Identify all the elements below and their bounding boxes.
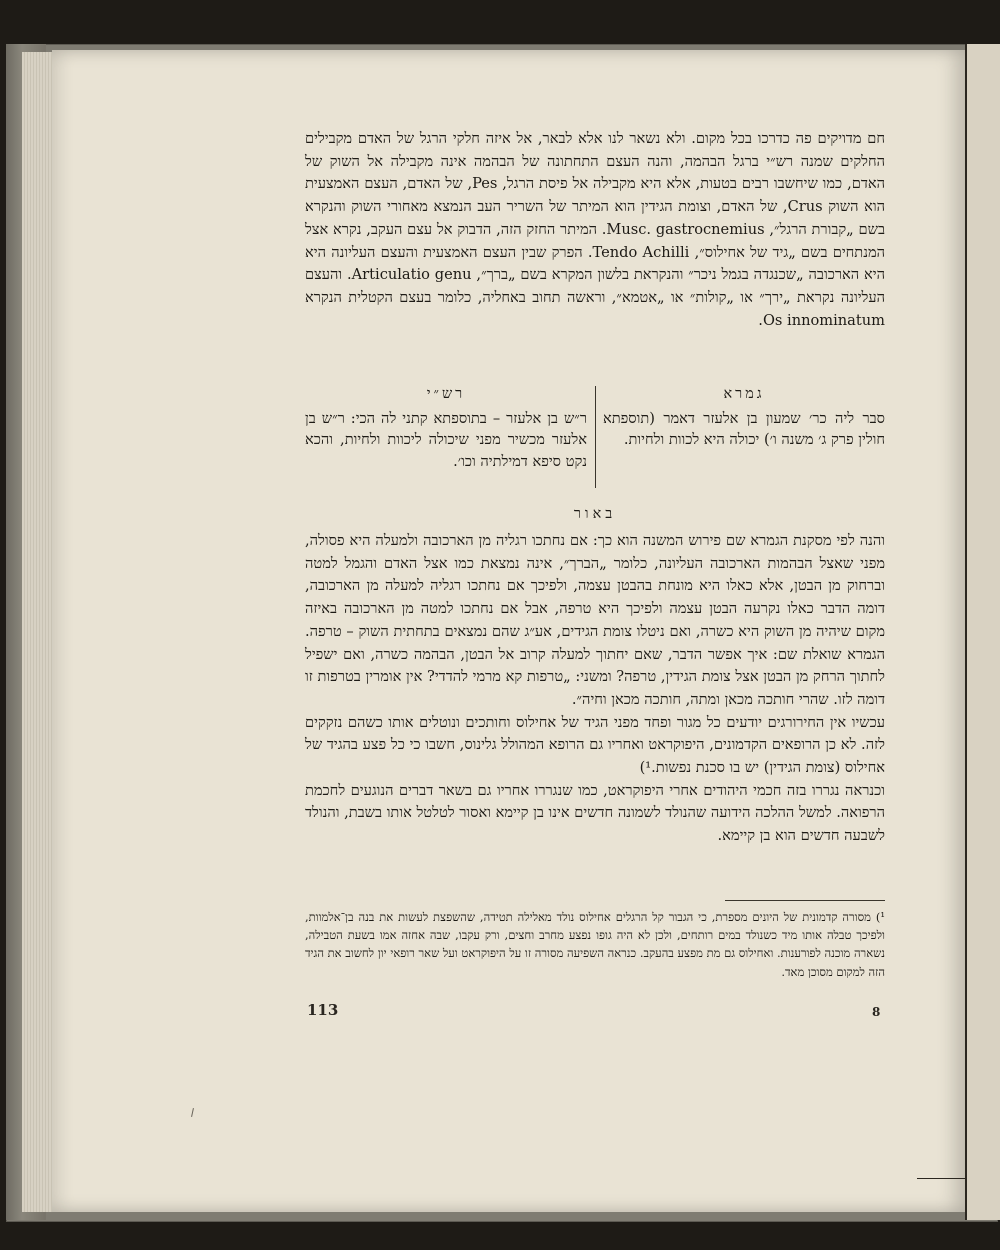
page-number: 113 — [307, 1001, 339, 1019]
rashi-column — [305, 384, 587, 472]
footnote-rule — [725, 900, 885, 901]
column-divider — [595, 386, 596, 488]
commentary-columns — [305, 384, 885, 494]
gemara-title: גמרא — [723, 386, 765, 402]
facing-page-strip — [965, 44, 1000, 1220]
gemara-text: סבר ליה כר׳ שמעון בן אלעזר דאמר (תוספתא חולין פרק ג׳ משנה ו׳) יכולה היא לכוות ולחיות. — [603, 409, 885, 448]
signature-mark: 8 — [872, 1005, 881, 1019]
explanation-paragraph: עכשיו אין החירורגים יודעים כל מגור ופחד מפני הגיד של אחילוס וחותכים ונוטלים אותו כשהם נזקקים לזה. לא כן הרופאים הקדמונים, היפוקראט ואחריו גם הרופא המהולל גלינוס, חשבו כי כל פצע בהגיד של אחילוס (צומת הגידין) יש בו סכנת נפשות.¹) — [305, 713, 885, 777]
footnote: ¹) מסורה קדמונית של היונים מספרת, כי הגבור קל הרגלים אחילוס נולד מאלילה תטידה, שהשפצת לעשות את בנה בן־אלמוות, ולפיכך טבלה אותו מיד כשנולד במים רותחים, ולכן לא היה גופו נפצע מחרב וחצים, ורק עקבו, שבה אחזה אמו בשעת הטבילה, נשארה מוכנה לפורענות. ואחילוס גם מת מפצע בהעקב. כנראה השפיעה מסורה זו על היפוקראט ועל שאר רופאי יון לחשוב את הגיד הזה למקום מסוכן מאד. — [305, 910, 885, 979]
explanation-paragraph: והנה לפי מסקנת הגמרא שם פירוש המשנה הוא כך: אם נחתכו רגליה מן הארכובה ולמעלה היא פסולה, מפני שאצל הבהמות הארכובה העליונה, כלומר „הברך״, אינה נמצאת כמו אצל האדם והגמל למטה וברחוק מן הבטן, אלא כאלו היא מונחת בהבטן עצמה, ולפיכך אם נחתכו רגליה למעלה מן הארכובה, דומה הדבר כאלו נקרעה הבטן עצמה ולפיכך היא טרפה, אבל אם נחתכו למטה מן הארכובה באיזה מקום שיהיה מן השוק היא כשרה, ואם ניטלו צומת הגידים, אע״ג שהם נמצאים בתחתית השוק – טרפה. הגמרא שואלת שם: איך אפשר הדבר, שאם יחתוך למעלה קרוב אל הבטן, הבהמה כשרה, ואם ישפיל לחתוך הרחק מן הבטן אצל צומת הגידין, טרפה? ומשני: „טרפות קא מרמי להדדי? אין אומרין בטרפות זו דומה לזו. שהרי חותכה מכאן ומתה, חותכה מכאן וחיה״. — [305, 532, 885, 708]
gutter-line — [917, 1178, 965, 1179]
explanation-paragraph: וכנראה נגררו בזה חכמי היהודים אחרי היפוקראט, כמו שנגררו אחריו גם בשאר דברים הנוגעים לחכמת הרפואה. למשל ההלכה הידועה שהנולד לשמונה חדשים אינו בן קיימא ואסור לטלטל אותו בשבת, והנולד לשבעה חדשים הוא בן קיימא. — [305, 781, 885, 845]
gemara-column — [603, 384, 885, 451]
top-paragraph: חם מדויקים פה כדרכו בכל מקום. ולא נשאר לנו אלא לבאר, אל איזה חלקי הרגל של האדם מקבילים החלקים שמנה רש״י ברגל הבהמה, והנה העצם התחתונה של הבהמה אינה מקבילה אל השוק של האדם, כמו שיחשבו רבים בטעות, אלא היא מקבילה אל פיסת הרגל, Pes, של האדם, העצם האמצעית הוא השוק Crus, של האדם, וצומת הגידין הוא המיתר של השריר העב הנמצא מאחורי השוק והנקרא בשם „קבורת הרגל״, Musc. gastrocnemius. המיתר החזק הזה, הדבוק אל עצם העקב, נקרא אצל המנתחים בשם „גיד של אחילוס״, Tendo Achilli. הפרק שבין העצם האמצעית והעצם העליונה היא היא הארכובה „שכנגדה בגמל ניכר״ והנקראת בלשון המקרא בשם „ברך״, Articulatio genu. והעצם העליונה נקראת „ירך״ או „קולות״ או „אטמא״, וראשה תחוב באחליה, כלומר בעצם הקטלית הנקרא Os innominatum. — [305, 130, 886, 329]
rashi-text: ר״ש בן אלעזר – בתוספתא קתני לה הכי: ר״ש בן אלעזר מכשיר מפני שיכולה ליכוות ולחיות, והכא נקט סיפא דמילתיה וכו׳. — [305, 409, 587, 470]
explanation-body — [305, 530, 885, 848]
rashi-title: רש״י — [426, 386, 466, 402]
section-title: באור — [573, 506, 617, 522]
